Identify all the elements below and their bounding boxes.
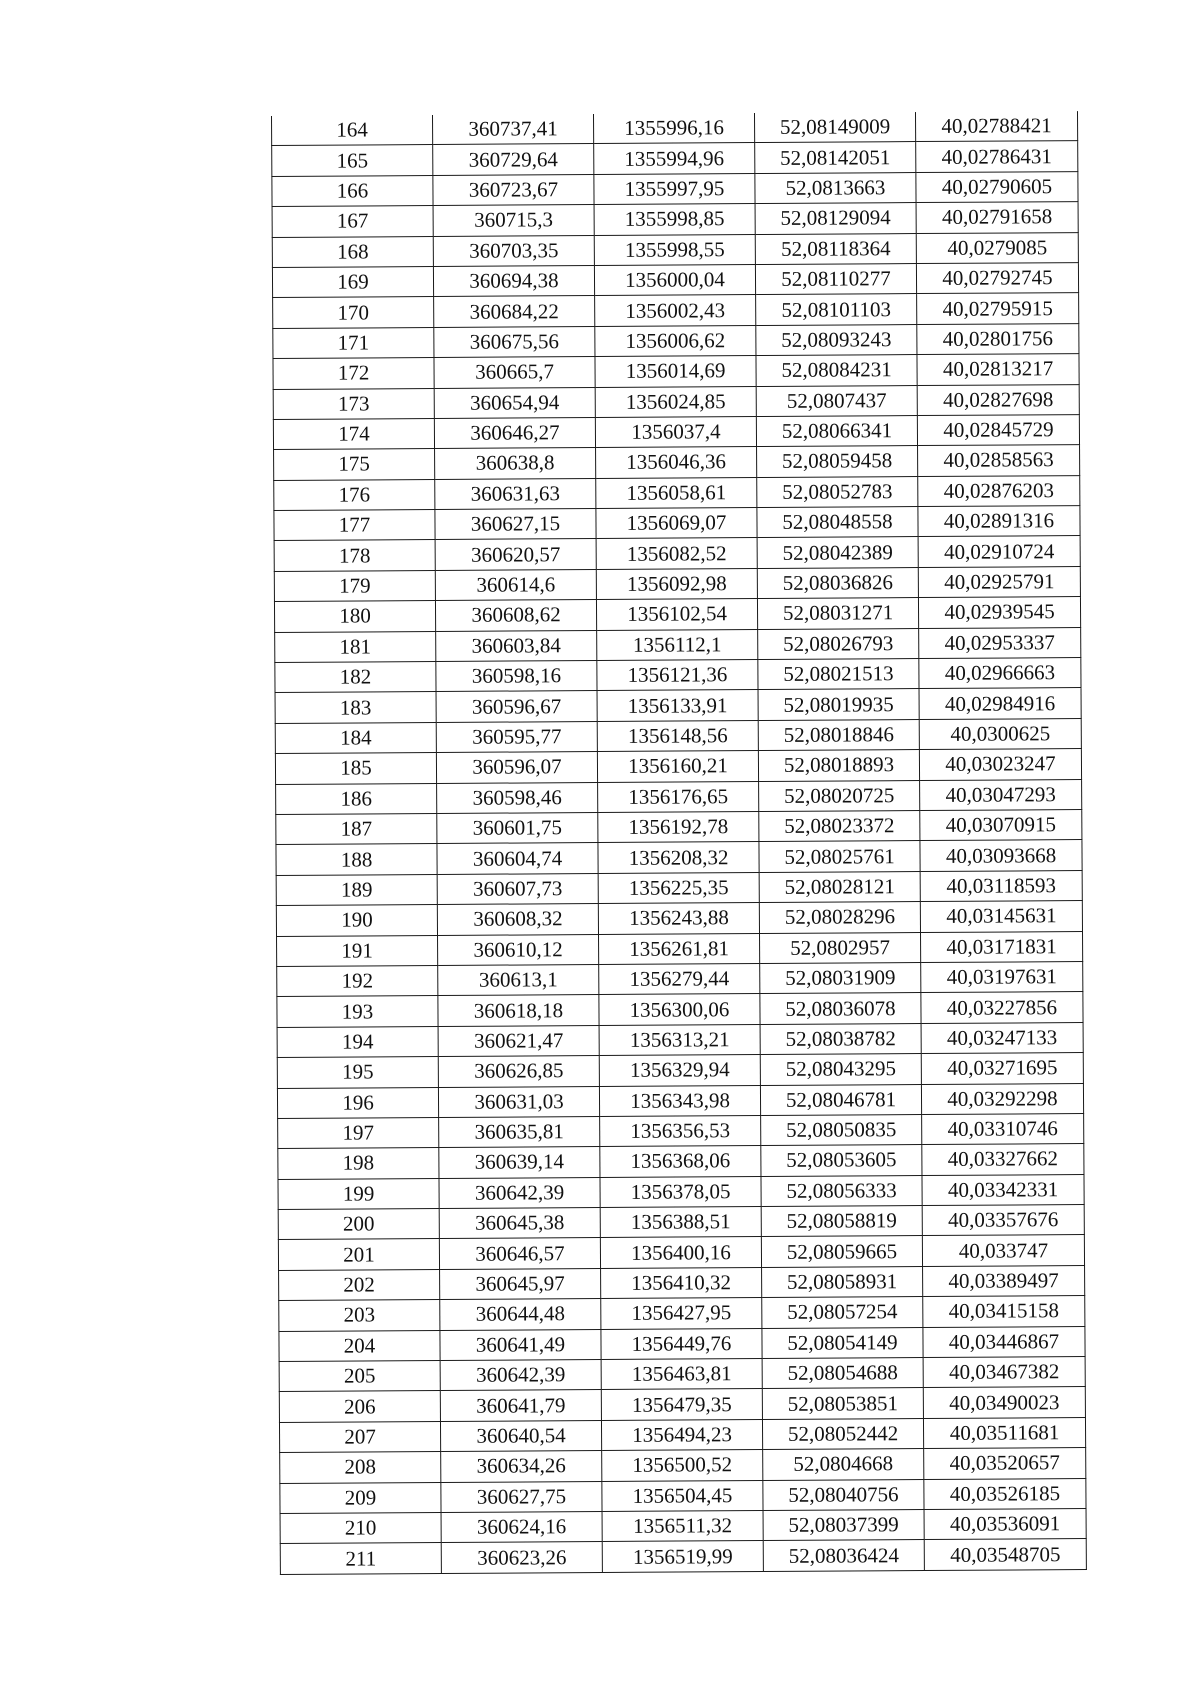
y-coordinate-cell: 1356002,43 (595, 295, 756, 326)
point-number-cell: 190 (276, 905, 437, 936)
y-coordinate-cell: 1355997,95 (594, 173, 755, 204)
point-number-cell: 205 (279, 1361, 440, 1392)
point-number-cell: 195 (277, 1057, 438, 1088)
point-number-cell: 204 (279, 1330, 440, 1361)
longitude-cell: 40,03511681 (923, 1417, 1085, 1448)
longitude-cell: 40,02876203 (918, 475, 1080, 506)
longitude-cell: 40,02791658 (916, 202, 1078, 233)
y-coordinate-cell: 1356511,32 (602, 1510, 763, 1541)
y-coordinate-cell: 1356388,51 (600, 1207, 761, 1238)
x-coordinate-cell: 360613,1 (438, 964, 599, 995)
longitude-cell: 40,03536091 (924, 1509, 1086, 1540)
table-row (278, 1235, 1084, 1270)
point-number-cell: 201 (278, 1239, 439, 1270)
x-coordinate-cell: 360639,14 (439, 1147, 600, 1178)
x-coordinate-cell: 360654,94 (434, 387, 595, 418)
table-row (280, 1509, 1086, 1544)
table-row (278, 1144, 1084, 1179)
latitude-cell: 52,08019935 (758, 689, 919, 720)
x-coordinate-cell: 360598,46 (437, 782, 598, 813)
x-coordinate-cell: 360645,97 (440, 1268, 601, 1299)
y-coordinate-cell: 1356208,32 (598, 842, 759, 873)
latitude-cell: 52,08059665 (761, 1236, 922, 1267)
table-row (279, 1296, 1085, 1331)
y-coordinate-cell: 1356112,1 (597, 629, 758, 660)
point-number-cell: 177 (274, 510, 435, 541)
x-coordinate-cell: 360595,77 (436, 721, 597, 752)
latitude-cell: 52,08040756 (763, 1479, 924, 1510)
x-coordinate-cell: 360641,49 (440, 1329, 601, 1360)
longitude-cell: 40,02858563 (918, 445, 1080, 476)
table-row (272, 171, 1078, 206)
table-row (273, 414, 1079, 449)
table-row (276, 810, 1082, 845)
table-row (274, 566, 1080, 601)
longitude-cell: 40,03446867 (923, 1326, 1085, 1357)
point-number-cell: 176 (274, 479, 435, 510)
x-coordinate-cell: 360596,07 (436, 752, 597, 783)
longitude-cell: 40,03271695 (921, 1053, 1083, 1084)
point-number-cell: 209 (280, 1482, 441, 1513)
latitude-cell: 52,08053605 (761, 1145, 922, 1176)
y-coordinate-cell: 1356006,62 (595, 325, 756, 356)
x-coordinate-cell: 360608,62 (435, 600, 596, 631)
latitude-cell: 52,08053851 (762, 1388, 923, 1419)
longitude-cell: 40,02827698 (917, 384, 1079, 415)
y-coordinate-cell: 1356261,81 (599, 933, 760, 964)
x-coordinate-cell: 360646,27 (434, 417, 595, 448)
x-coordinate-cell: 360610,12 (438, 934, 599, 965)
y-coordinate-cell: 1355998,55 (594, 234, 755, 265)
point-number-cell: 181 (275, 631, 436, 662)
longitude-cell: 40,0279085 (916, 232, 1078, 263)
longitude-cell: 40,02891316 (918, 506, 1080, 537)
latitude-cell: 52,08110277 (755, 264, 916, 295)
longitude-cell: 40,02925791 (918, 566, 1080, 597)
longitude-cell: 40,03490023 (923, 1387, 1085, 1418)
latitude-cell: 52,08036078 (760, 993, 921, 1024)
point-number-cell: 207 (279, 1421, 440, 1452)
y-coordinate-cell: 1356410,32 (601, 1267, 762, 1298)
y-coordinate-cell: 1356504,45 (602, 1480, 763, 1511)
y-coordinate-cell: 1356427,95 (601, 1298, 762, 1329)
latitude-cell: 52,08028121 (759, 871, 920, 902)
longitude-cell: 40,03047293 (920, 779, 1082, 810)
latitude-cell: 52,08059458 (757, 446, 918, 477)
x-coordinate-cell: 360640,54 (440, 1420, 601, 1451)
latitude-cell: 52,08026793 (758, 628, 919, 659)
y-coordinate-cell: 1356192,78 (598, 812, 759, 843)
latitude-cell: 52,08056333 (761, 1175, 922, 1206)
y-coordinate-cell: 1356024,85 (595, 386, 756, 417)
table-row (277, 1053, 1083, 1088)
point-number-cell: 178 (274, 540, 435, 571)
x-coordinate-cell: 360608,32 (437, 904, 598, 935)
latitude-cell: 52,08058931 (762, 1266, 923, 1297)
point-number-cell: 175 (274, 449, 435, 480)
point-number-cell: 165 (272, 145, 433, 176)
table-row (275, 688, 1081, 723)
longitude-cell: 40,03227856 (921, 992, 1083, 1023)
table-row (276, 901, 1082, 936)
longitude-cell: 40,03247133 (921, 1022, 1083, 1053)
table-row (280, 1448, 1086, 1483)
longitude-cell: 40,03023247 (919, 749, 1081, 780)
table-row (275, 718, 1081, 753)
y-coordinate-cell: 1356479,35 (601, 1389, 762, 1420)
longitude-cell: 40,03548705 (924, 1539, 1086, 1570)
x-coordinate-cell: 360621,47 (438, 1025, 599, 1056)
point-number-cell: 197 (278, 1117, 439, 1148)
x-coordinate-cell: 360644,48 (440, 1299, 601, 1330)
longitude-cell: 40,03310746 (922, 1113, 1084, 1144)
x-coordinate-cell: 360631,63 (435, 478, 596, 509)
latitude-cell: 52,0804668 (763, 1449, 924, 1480)
table-row (278, 1174, 1084, 1209)
point-number-cell: 188 (276, 844, 437, 875)
x-coordinate-cell: 360642,39 (439, 1177, 600, 1208)
y-coordinate-cell: 1356368,06 (600, 1146, 761, 1177)
point-number-cell: 180 (274, 601, 435, 632)
x-coordinate-cell: 360596,67 (436, 691, 597, 722)
latitude-cell: 52,08052783 (757, 476, 918, 507)
latitude-cell: 52,0813663 (755, 172, 916, 203)
x-coordinate-cell: 360623,26 (441, 1542, 602, 1573)
x-coordinate-cell: 360614,6 (435, 569, 596, 600)
point-number-cell: 167 (272, 206, 433, 237)
table-row (273, 293, 1079, 328)
longitude-cell: 40,03467382 (923, 1357, 1085, 1388)
table-row (275, 658, 1081, 693)
latitude-cell: 52,08037399 (763, 1510, 924, 1541)
y-coordinate-cell: 1356133,91 (597, 690, 758, 721)
latitude-cell: 52,08036826 (757, 567, 918, 598)
point-number-cell: 192 (277, 965, 438, 996)
x-coordinate-cell: 360627,15 (435, 509, 596, 540)
x-coordinate-cell: 360638,8 (435, 448, 596, 479)
point-number-cell: 170 (273, 297, 434, 328)
latitude-cell: 52,08031271 (757, 598, 918, 629)
point-number-cell: 164 (272, 115, 433, 146)
longitude-cell: 40,02845729 (917, 414, 1079, 445)
longitude-cell: 40,02813217 (917, 354, 1079, 385)
y-coordinate-cell: 1356463,81 (601, 1359, 762, 1390)
x-coordinate-cell: 360635,81 (439, 1116, 600, 1147)
latitude-cell: 52,08046781 (760, 1084, 921, 1115)
y-coordinate-cell: 1356046,36 (596, 447, 757, 478)
x-coordinate-cell: 360665,7 (434, 357, 595, 388)
point-number-cell: 185 (275, 753, 436, 784)
point-number-cell: 193 (277, 996, 438, 1027)
latitude-cell: 52,08101103 (756, 294, 917, 325)
point-number-cell: 203 (279, 1300, 440, 1331)
table-row (278, 1113, 1084, 1148)
latitude-cell: 52,08048558 (757, 507, 918, 538)
x-coordinate-cell: 360634,26 (441, 1451, 602, 1482)
y-coordinate-cell: 1356092,98 (596, 568, 757, 599)
y-coordinate-cell: 1356037,4 (595, 416, 756, 447)
latitude-cell: 52,08118364 (755, 233, 916, 264)
table-row (274, 506, 1080, 541)
y-coordinate-cell: 1355994,96 (594, 143, 755, 174)
table-row (277, 992, 1083, 1027)
latitude-cell: 52,08028296 (759, 902, 920, 933)
point-number-cell: 183 (275, 692, 436, 723)
longitude-cell: 40,03520657 (924, 1448, 1086, 1479)
point-number-cell: 174 (273, 418, 434, 449)
point-number-cell: 200 (278, 1209, 439, 1240)
longitude-cell: 40,02939545 (918, 597, 1080, 628)
longitude-cell: 40,02788421 (915, 111, 1077, 142)
x-coordinate-cell: 360703,35 (433, 235, 594, 266)
longitude-cell: 40,02910724 (918, 536, 1080, 567)
point-number-cell: 206 (279, 1391, 440, 1422)
x-coordinate-cell: 360627,75 (441, 1481, 602, 1512)
longitude-cell: 40,03342331 (922, 1174, 1084, 1205)
longitude-cell: 40,03197631 (921, 961, 1083, 992)
table-row (273, 354, 1079, 389)
point-number-cell: 194 (277, 1026, 438, 1057)
point-number-cell: 196 (277, 1087, 438, 1118)
table-row (279, 1326, 1085, 1361)
table-row (279, 1387, 1085, 1422)
latitude-cell: 52,08036424 (763, 1540, 924, 1571)
latitude-cell: 52,08038782 (760, 1023, 921, 1054)
y-coordinate-cell: 1356014,69 (595, 356, 756, 387)
x-coordinate-cell: 360729,64 (433, 144, 594, 175)
point-number-cell: 171 (273, 327, 434, 358)
table-row (279, 1417, 1085, 1452)
x-coordinate-cell: 360675,56 (434, 326, 595, 357)
latitude-cell: 52,08054688 (762, 1358, 923, 1389)
x-coordinate-cell: 360642,39 (440, 1360, 601, 1391)
point-number-cell: 184 (275, 722, 436, 753)
longitude-cell: 40,03171831 (920, 931, 1082, 962)
table-row (276, 840, 1082, 875)
y-coordinate-cell: 1356313,21 (599, 1024, 760, 1055)
y-coordinate-cell: 1356378,05 (600, 1176, 761, 1207)
longitude-cell: 40,02966663 (919, 658, 1081, 689)
latitude-cell: 52,08129094 (755, 203, 916, 234)
x-coordinate-cell: 360694,38 (433, 265, 594, 296)
longitude-cell: 40,03145631 (920, 901, 1082, 932)
longitude-cell: 40,02795915 (917, 293, 1079, 324)
x-coordinate-cell: 360737,41 (432, 114, 593, 145)
y-coordinate-cell: 1356148,56 (597, 720, 758, 751)
longitude-cell: 40,03070915 (920, 810, 1082, 841)
table-row (279, 1265, 1085, 1300)
table-row (277, 961, 1083, 996)
point-number-cell: 182 (275, 662, 436, 693)
table-row (275, 627, 1081, 662)
point-number-cell: 202 (279, 1269, 440, 1300)
point-number-cell: 210 (280, 1512, 441, 1543)
latitude-cell: 52,08050835 (761, 1114, 922, 1145)
latitude-cell: 52,08021513 (758, 659, 919, 690)
y-coordinate-cell: 1356400,16 (600, 1237, 761, 1268)
latitude-cell: 52,08052442 (762, 1418, 923, 1449)
y-coordinate-cell: 1356449,76 (601, 1328, 762, 1359)
x-coordinate-cell: 360645,38 (439, 1208, 600, 1239)
point-number-cell: 166 (272, 175, 433, 206)
longitude-cell: 40,02792745 (916, 263, 1078, 294)
y-coordinate-cell: 1356000,04 (594, 264, 755, 295)
coordinates-table-body (272, 111, 1087, 1574)
table-row (272, 263, 1078, 298)
x-coordinate-cell: 360598,16 (436, 661, 597, 692)
table-row (272, 232, 1078, 267)
longitude-cell: 40,02953337 (919, 627, 1081, 658)
table-row (277, 1083, 1083, 1118)
table-row (274, 445, 1080, 480)
latitude-cell: 52,08018893 (758, 750, 919, 781)
longitude-cell: 40,03526185 (924, 1478, 1086, 1509)
y-coordinate-cell: 1356069,07 (596, 508, 757, 539)
x-coordinate-cell: 360723,67 (433, 174, 594, 205)
x-coordinate-cell: 360646,57 (439, 1238, 600, 1269)
y-coordinate-cell: 1356519,99 (602, 1541, 763, 1572)
table-row (272, 141, 1078, 176)
y-coordinate-cell: 1356225,35 (598, 872, 759, 903)
latitude-cell: 52,08031909 (760, 962, 921, 993)
x-coordinate-cell: 360601,75 (437, 813, 598, 844)
table-row (278, 1205, 1084, 1240)
longitude-cell: 40,0300625 (919, 718, 1081, 749)
longitude-cell: 40,03357676 (922, 1205, 1084, 1236)
table-row (272, 202, 1078, 237)
y-coordinate-cell: 1355996,16 (593, 113, 754, 144)
table-row (280, 1539, 1086, 1574)
y-coordinate-cell: 1356279,44 (599, 963, 760, 994)
point-number-cell: 169 (272, 266, 433, 297)
point-number-cell: 199 (278, 1178, 439, 1209)
y-coordinate-cell: 1356160,21 (597, 751, 758, 782)
x-coordinate-cell: 360624,16 (441, 1511, 602, 1542)
point-number-cell: 173 (273, 388, 434, 419)
latitude-cell: 52,08142051 (755, 142, 916, 173)
latitude-cell: 52,0807437 (756, 385, 917, 416)
latitude-cell: 52,08025761 (759, 841, 920, 872)
point-number-cell: 179 (274, 570, 435, 601)
table-row (280, 1478, 1086, 1513)
x-coordinate-cell: 360620,57 (435, 539, 596, 570)
x-coordinate-cell: 360618,18 (438, 995, 599, 1026)
latitude-cell: 52,08066341 (756, 415, 917, 446)
y-coordinate-cell: 1356356,53 (600, 1115, 761, 1146)
longitude-cell: 40,02786431 (916, 141, 1078, 172)
y-coordinate-cell: 1355998,85 (594, 204, 755, 235)
table-row (274, 475, 1080, 510)
latitude-cell: 52,08018846 (758, 719, 919, 750)
x-coordinate-cell: 360604,74 (437, 843, 598, 874)
point-number-cell: 168 (272, 236, 433, 267)
point-number-cell: 191 (277, 935, 438, 966)
table-row (272, 111, 1078, 146)
y-coordinate-cell: 1356500,52 (602, 1450, 763, 1481)
latitude-cell: 52,08054149 (762, 1327, 923, 1358)
longitude-cell: 40,03415158 (923, 1296, 1085, 1327)
latitude-cell: 52,08023372 (759, 811, 920, 842)
table-row (279, 1357, 1085, 1392)
table-row (275, 749, 1081, 784)
point-number-cell: 172 (273, 358, 434, 389)
y-coordinate-cell: 1356494,23 (601, 1419, 762, 1450)
y-coordinate-cell: 1356300,06 (599, 994, 760, 1025)
x-coordinate-cell: 360684,22 (434, 296, 595, 327)
latitude-cell: 52,08084231 (756, 355, 917, 386)
table-row (273, 384, 1079, 419)
table-row (273, 323, 1079, 358)
longitude-cell: 40,03327662 (922, 1144, 1084, 1175)
y-coordinate-cell: 1356243,88 (598, 903, 759, 934)
x-coordinate-cell: 360715,3 (433, 205, 594, 236)
longitude-cell: 40,03292298 (921, 1083, 1083, 1114)
table-row (277, 931, 1083, 966)
y-coordinate-cell: 1356082,52 (596, 538, 757, 569)
longitude-cell: 40,02790605 (916, 171, 1078, 202)
latitude-cell: 52,08057254 (762, 1297, 923, 1328)
longitude-cell: 40,02801756 (917, 323, 1079, 354)
x-coordinate-cell: 360603,84 (436, 630, 597, 661)
latitude-cell: 52,08020725 (759, 780, 920, 811)
y-coordinate-cell: 1356329,94 (599, 1055, 760, 1086)
point-number-cell: 186 (276, 783, 437, 814)
latitude-cell: 52,08043295 (760, 1054, 921, 1085)
y-coordinate-cell: 1356176,65 (598, 781, 759, 812)
longitude-cell: 40,02984916 (919, 688, 1081, 719)
table-row (276, 870, 1082, 905)
latitude-cell: 52,08042389 (757, 537, 918, 568)
point-number-cell: 211 (280, 1543, 441, 1574)
table-row (276, 779, 1082, 814)
y-coordinate-cell: 1356121,36 (597, 660, 758, 691)
y-coordinate-cell: 1356102,54 (596, 599, 757, 630)
table-row (274, 536, 1080, 571)
latitude-cell: 52,0802957 (760, 932, 921, 963)
point-number-cell: 208 (280, 1452, 441, 1483)
longitude-cell: 40,03389497 (923, 1265, 1085, 1296)
point-number-cell: 198 (278, 1148, 439, 1179)
latitude-cell: 52,08093243 (756, 324, 917, 355)
coordinates-table (271, 111, 1087, 1575)
table-row (274, 597, 1080, 632)
latitude-cell: 52,08058819 (761, 1206, 922, 1237)
point-number-cell: 187 (276, 813, 437, 844)
longitude-cell: 40,033747 (922, 1235, 1084, 1266)
x-coordinate-cell: 360631,03 (438, 1086, 599, 1117)
y-coordinate-cell: 1356343,98 (599, 1085, 760, 1116)
y-coordinate-cell: 1356058,61 (596, 477, 757, 508)
x-coordinate-cell: 360607,73 (437, 873, 598, 904)
table-row (277, 1022, 1083, 1057)
longitude-cell: 40,03118593 (920, 870, 1082, 901)
x-coordinate-cell: 360626,85 (438, 1056, 599, 1087)
latitude-cell: 52,08149009 (754, 112, 915, 143)
x-coordinate-cell: 360641,79 (440, 1390, 601, 1421)
longitude-cell: 40,03093668 (920, 840, 1082, 871)
point-number-cell: 189 (276, 874, 437, 905)
